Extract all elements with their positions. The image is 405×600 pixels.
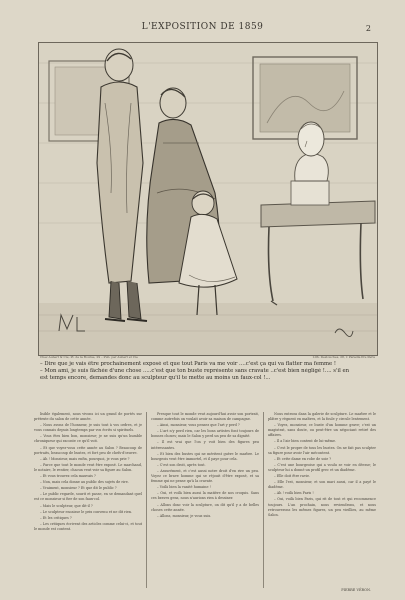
paragraph: – Ainsi, monsieur, vous pensez que l'art y perd ? xyxy=(157,423,240,428)
paragraph: – Et cette dame en robe de soie ? xyxy=(274,456,332,461)
page-header-title: L'EXPOSITION DE 1859 xyxy=(141,22,264,32)
column-rule xyxy=(146,412,147,588)
lithograph-illustration xyxy=(38,42,378,356)
paragraph: – Ah ! voilà bien Paris ! xyxy=(274,491,314,496)
paragraph: – Elle l'est, monsieur, et son mari aussi, car il a payé le diadème. xyxy=(268,480,376,490)
paragraph: – Et les critiques ? xyxy=(40,515,72,520)
paragraph: – Oui, et voilà bien aussi la matière de nos croquis. Sans ces braves gens, nous n'aurions rien à dessiner. xyxy=(151,491,259,501)
paragraph: – Allons donc voir la sculpture, on dit qu'il y a de belles choses cette année. xyxy=(151,502,259,512)
lithograph-drawing xyxy=(39,43,377,355)
paragraph: – Il est vrai que l'on y voit bien des figures peu intéressantes. xyxy=(151,440,259,450)
paragraph: – Le sculpteur encaisse le prix convenu et ne dit rien. xyxy=(40,509,133,514)
paragraph: lisible également, nous vivons ici un grand de portés sur prétexte du salon de cette année. xyxy=(34,412,142,422)
paragraph: – Parce que tout le monde veut être exposé. Le marchand, le notaire, le rentier, chacun veut voir sa figure au Salon. xyxy=(34,462,142,472)
paragraph: – C'est son droit, après tout. xyxy=(157,462,206,467)
paragraph: – Et vous trouvez cela mauvais ? xyxy=(40,474,96,479)
paragraph: – Nous avons de l'honneur, je suis tout à vos ordres, et je vous connais depuis longtemps par vos écrits si spirituels. xyxy=(34,423,142,433)
paragraph: Presque tout le monde veut aujourd'hui avoir son portrait, comme autrefois on voulait avoir sa maison de campagne. xyxy=(151,412,259,422)
publisher-imprint: Chez Aubert & Cie, Pl. de la Bourse, 29 – Pub. par Aubert et Cie xyxy=(40,355,138,359)
paragraph: – L'art n'y perd rien, car les bons artistes font toujours de bonnes choses; mais le Salon y perd un peu de sa dignité. xyxy=(151,429,259,439)
paragraph: – Et bien des bustes qui ne méritent guère le marbre. Le bourgeois veut être immortel, et il paye pour cela. xyxy=(151,451,259,461)
paragraph: – Mais le sculpteur, que dit-il ? xyxy=(40,503,93,508)
paragraph: – Le public regarde, sourit et passe, en se demandant quel est ce monsieur si fier de son faux-col. xyxy=(34,492,142,502)
paragraph: – Allons, monsieur, je vous suis. xyxy=(157,513,212,518)
illustration-caption xyxy=(40,361,376,382)
article-column-2 xyxy=(151,412,259,588)
paragraph: – Assurément, et c'est aussi notre droit d'en rire un peu. Voyez ce brave homme qui se réjouit d'être exposé, et sa femme qui ne pense qu'à la cravate. xyxy=(151,468,259,484)
paragraph: – Voilà bien la vanité humaine ! xyxy=(157,485,211,490)
article-column-1 xyxy=(34,412,142,588)
paragraph: – Elle doit être ravie. xyxy=(274,474,311,479)
caption-line-1: – Dire que je vais être prochainement exposé et que tout Paris va me voir ....c'est ça qui va flatter ma femme ! xyxy=(40,361,336,367)
paragraph: – Voyez, monsieur, ce buste d'un homme grave; c'est un magistrat, sans doute, ou peut-être un négociant retiré des affaires. xyxy=(268,423,376,438)
paragraph: – Vous êtes bien bon, monsieur; je ne suis qu'un humble chroniqueur qui raconte ce qu'il voit. xyxy=(34,434,142,444)
article-body xyxy=(34,412,376,588)
paragraph: – C'est une bourgeoise qui a voulu se voir en déesse; le sculpteur lui a donné un profil grec et un diadème. xyxy=(268,462,376,472)
paragraph: – Oui, voilà bien Paris, qui rit de tout et qui recommence toujours. L'an prochain, nous reviendrons, et nous retrouverons les mêmes figures, un peu vieillies, au même Salon. xyxy=(268,497,376,517)
page-number: 2 xyxy=(365,24,371,33)
paragraph: – Il a l'air bien content de lui-même. xyxy=(274,439,337,444)
paragraph: – Et que voyez-vous cette année au Salon ? Beaucoup de portraits, beaucoup de bustes, et fort peu de chefs-d'œuvre. xyxy=(34,445,142,455)
paragraph: – Les critiques écrivent des articles comme celui-ci, et tout le monde est content. xyxy=(34,521,142,531)
paragraph: – Vraiment, monsieur ? Et que dit le public ? xyxy=(40,486,117,491)
printer-imprint: Lith. Destouches, 28, r. Paradis-Pre Paris xyxy=(312,355,375,359)
paragraph: Nous entrons dans la galerie de sculpture. Le marbre et le plâtre y règnent en maîtres, et la foule y circule lentement. xyxy=(268,412,376,422)
caption-line-2: – Mon ami, je suis fâchée d'une chose .....c'est que ton buste représente sans cravate ..c'est bien négligé !.... s'il en xyxy=(40,368,350,374)
author-signature: PIERRE VÉRON. xyxy=(341,588,371,592)
column-rule xyxy=(263,412,264,588)
article-column-3 xyxy=(268,412,376,588)
paragraph: – Ah ! Monsieur, mais enfin, pourquoi, je vous prie ? xyxy=(40,456,130,461)
paragraph: – Non, mais cela donne au public des sujets de rire. xyxy=(40,480,129,485)
paragraph: – C'est le propre de tous les bustes. On ne fait pas sculpter sa figure pour avoir l'air mécontent. xyxy=(268,445,376,455)
caption-line-3: est temps encore, demandes donc au sculpteur qu'il te mette au moins un faux-col !... xyxy=(40,375,271,381)
